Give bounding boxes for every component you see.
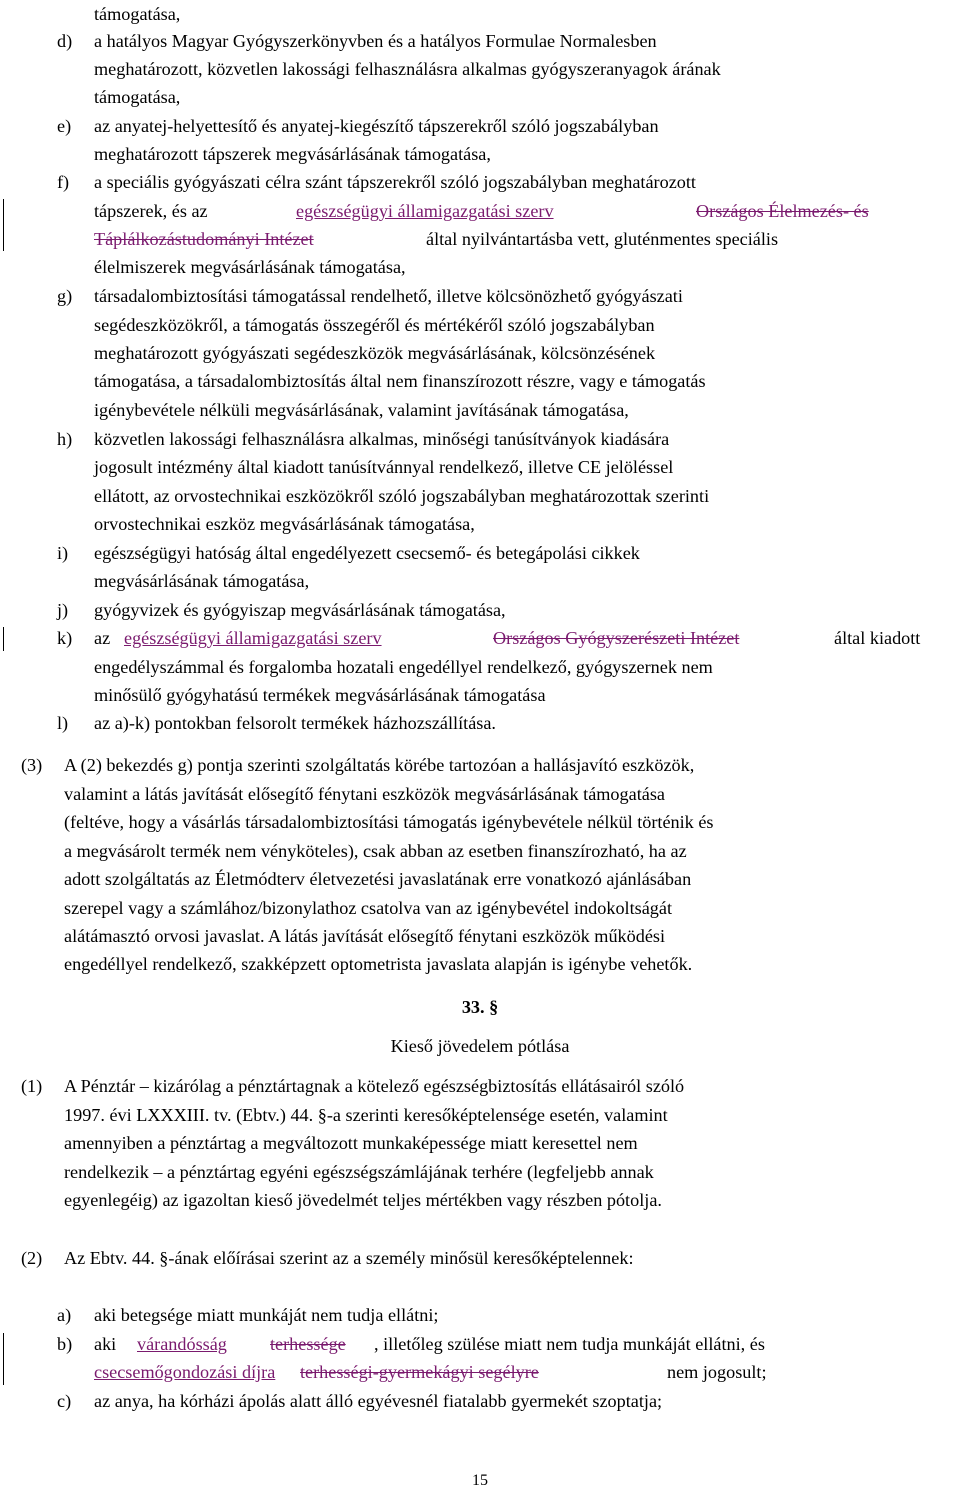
list-text: által nyilvántartásba vett, gluténmentes speciális <box>426 229 779 249</box>
list-text: közvetlen lakossági felhasználásra alkalmas, minőségi tanúsítványok kiadására <box>94 429 670 449</box>
list-marker: a) <box>57 1305 72 1325</box>
list-text: jogosult intézmény által kiadott tanúsítvánnyal rendelkező, illetve CE jelöléssel <box>94 457 674 477</box>
list-text: az <box>94 628 111 648</box>
paragraph-text: adott szolgáltatás az Életmódterv életvezetési javaslatának erre vonatkozó ajánlásában <box>64 869 692 889</box>
text-line <box>0 1101 960 1129</box>
paragraph-marker: (3) <box>21 755 43 775</box>
list-item-g <box>0 282 960 310</box>
text-line <box>0 1158 960 1186</box>
list-marker: h) <box>57 429 73 449</box>
deleted-text: Országos Élelmezés- és <box>696 201 869 221</box>
list-text: aki <box>94 1334 117 1354</box>
list-item-k <box>0 624 960 652</box>
list-text: engedélyszámmal és forgalomba hozatali engedéllyel rendelkező, gyógyszernek nem <box>94 657 713 677</box>
list-marker: e) <box>57 116 72 136</box>
list-text: meghatározott, közvetlen lakossági felhasználásra alkalmas gyógyszeranyagok árának <box>94 59 721 79</box>
text-line <box>0 83 960 111</box>
list-item-f <box>0 168 960 196</box>
paragraph-text: rendelkezik – a pénztártag egyéni egészségszámlájának terhére (legfeljebb annak <box>64 1162 654 1182</box>
list-item-d <box>0 27 960 55</box>
list-text: az anyatej-helyettesítő és anyatej-kiegészítő tápszerekről szóló jogszabályban <box>94 116 659 136</box>
list-text: segédeszközökről, a támogatás összegéről és mértékéről szóló jogszabályban <box>94 315 655 335</box>
list-marker: d) <box>57 31 73 51</box>
text-line <box>0 894 960 922</box>
paragraph-text: A Pénztár – kizárólag a pénztártagnak a kötelező egészségbiztosítás ellátásairól szóló <box>64 1076 685 1096</box>
list-text: a hatályos Magyar Gyógyszerkönyvben és a hatályos Formulae Normalesben <box>94 31 657 51</box>
text-line <box>0 808 960 836</box>
list-text: egészségügyi hatóság által engedélyezett csecsemő- és betegápolási cikkek <box>94 543 640 563</box>
text-line <box>0 253 960 281</box>
text-line <box>0 225 960 253</box>
list-text: gyógyvizek és gyógyiszap megvásárlásának támogatása, <box>94 600 506 620</box>
text-line <box>0 311 960 339</box>
text-line <box>0 681 960 709</box>
list-marker: g) <box>57 286 73 306</box>
list-text: megvásárlásának támogatása, <box>94 571 310 591</box>
text-line <box>0 780 960 808</box>
paragraph-marker: (2) <box>21 1248 43 1268</box>
text-line <box>0 950 960 978</box>
list-item-b <box>0 1330 960 1358</box>
list-text: minősülő gyógyhatású termékek megvásárlásának támogatása <box>94 685 546 705</box>
paragraph-text: a megvásárolt termék nem vényköteles), csak abban az esetben finanszírozható, ha az <box>64 841 687 861</box>
text-line <box>0 1186 960 1214</box>
list-item-a <box>0 1301 960 1329</box>
list-text: meghatározott tápszerek megvásárlásának támogatása, <box>94 144 491 164</box>
list-text: az a)-k) pontokban felsorolt termékek házhozszállítása. <box>94 713 496 733</box>
paragraph-text: amennyiben a pénztártag a megváltozott munkaképessége miatt keresettel nem <box>64 1133 638 1153</box>
paragraph-text: 1997. évi LXXXIII. tv. (Ebtv.) 44. §-a szerinti keresőképtelensége esetén, valamint <box>64 1105 668 1125</box>
paragraph-text: szerepel vagy a számlához/bizonylathoz csatolva van az igénybevétel indokoltságát <box>64 898 673 918</box>
paragraph-marker: (1) <box>21 1076 43 1096</box>
text-line <box>0 140 960 168</box>
paragraph-1 <box>0 1072 960 1100</box>
text-line <box>0 1129 960 1157</box>
list-marker: b) <box>57 1334 73 1354</box>
inserted-text: csecsemőgondozási díjra <box>94 1362 276 1382</box>
text-line <box>0 396 960 424</box>
list-text: a speciális gyógyászati célra szánt tápszerekről szóló jogszabályban meghatározott <box>94 172 696 192</box>
page-number: 15 <box>472 1472 488 1489</box>
text-line <box>0 653 960 681</box>
paragraph-text: Az Ebtv. 44. §-ának előírásai szerint az a személy minősül keresőképtelennek: <box>64 1248 634 1268</box>
paragraph-text: (feltéve, hogy a vásárlás társadalombiztosítási támogatás igénybevétele nélkül történik és <box>64 812 714 832</box>
text-line <box>0 197 960 225</box>
paragraph-text: engedéllyel rendelkező, szakképzett optometrista javaslata alapján is igénybe vehetők. <box>64 954 693 974</box>
text-line <box>0 55 960 83</box>
list-marker: f) <box>57 172 70 192</box>
list-marker: j) <box>57 600 69 620</box>
list-text: orvostechnikai eszköz megvásárlásának támogatása, <box>94 514 475 534</box>
list-text: igénybevétele nélküli megvásárlásának, valamint javításának támogatása, <box>94 400 629 420</box>
list-item-l <box>0 709 960 737</box>
list-item-j <box>0 596 960 624</box>
list-marker: k) <box>57 628 73 648</box>
list-item-h <box>0 425 960 453</box>
list-text: meghatározott gyógyászati segédeszközök megvásárlásának, kölcsönzésének <box>94 343 656 363</box>
deleted-text: terhessége <box>270 1334 346 1354</box>
text-line <box>0 0 960 28</box>
list-text: támogatása, <box>94 4 181 24</box>
text-line <box>0 837 960 865</box>
list-text: , illetőleg szülése miatt nem tudja munkáját ellátni, és <box>374 1334 765 1354</box>
paragraph-text: A (2) bekezdés g) pontja szerinti szolgáltatás körébe tartozóan a hallásjavító eszközök, <box>64 755 695 775</box>
text-line <box>0 453 960 481</box>
paragraph-2 <box>0 1244 960 1272</box>
list-text: az anya, ha kórházi ápolás alatt álló egyévesnél fiatalabb gyermekét szoptatja; <box>94 1391 663 1411</box>
list-text: nem jogosult; <box>667 1362 767 1382</box>
text-line <box>0 1358 960 1386</box>
list-text: támogatása, <box>94 87 181 107</box>
list-text: társadalombiztosítási támogatással rendelhető, illetve kölcsönözhető gyógyászati <box>94 286 683 306</box>
deleted-text: terhességi-gyermekágyi segélyre <box>300 1362 539 1382</box>
list-text: ellátott, az orvostechnikai eszközökről szóló jogszabályban meghatározottak szerinti <box>94 486 710 506</box>
list-text: tápszerek, és az <box>94 201 208 221</box>
list-item-i <box>0 539 960 567</box>
paragraph-text: valamint a látás javítását elősegítő fénytani eszközök megvásárlásának támogatása <box>64 784 665 804</box>
list-item-e <box>0 112 960 140</box>
paragraph-text: egyenlegéig) az igazoltan kieső jövedelmét teljes mértékben vagy részben pótolja. <box>64 1190 662 1210</box>
list-marker: c) <box>57 1391 72 1411</box>
list-marker: l) <box>57 713 69 733</box>
deleted-text: Táplálkozástudományi Intézet <box>94 229 314 249</box>
list-marker: i) <box>57 543 69 563</box>
text-line <box>0 567 960 595</box>
text-line <box>0 922 960 950</box>
text-line <box>0 367 960 395</box>
inserted-text: várandósság <box>137 1334 227 1354</box>
text-line <box>0 865 960 893</box>
inserted-text: egészségügyi államigazgatási szerv <box>124 628 382 648</box>
list-item-c <box>0 1387 960 1415</box>
inserted-text: egészségügyi államigazgatási szerv <box>296 201 554 221</box>
list-text: élelmiszerek megvásárlásának támogatása, <box>94 257 406 277</box>
list-text: aki betegsége miatt munkáját nem tudja ellátni; <box>94 1305 439 1325</box>
paragraph-3 <box>0 751 960 779</box>
paragraph-text: alátámasztó orvosi javaslat. A látás javítását elősegítő fénytani eszközök működési <box>64 926 666 946</box>
section-number: 33. § <box>461 997 499 1017</box>
list-text: támogatása, a társadalombiztosítás által nem finanszírozott részre, vagy e támogatás <box>94 371 706 391</box>
text-line <box>0 510 960 538</box>
list-text: által kiadott <box>834 628 921 648</box>
deleted-text: Országos Gyógyszerészeti Intézet <box>493 628 740 648</box>
section-title: Kieső jövedelem pótlása <box>390 1036 570 1056</box>
text-line <box>0 339 960 367</box>
text-line <box>0 482 960 510</box>
